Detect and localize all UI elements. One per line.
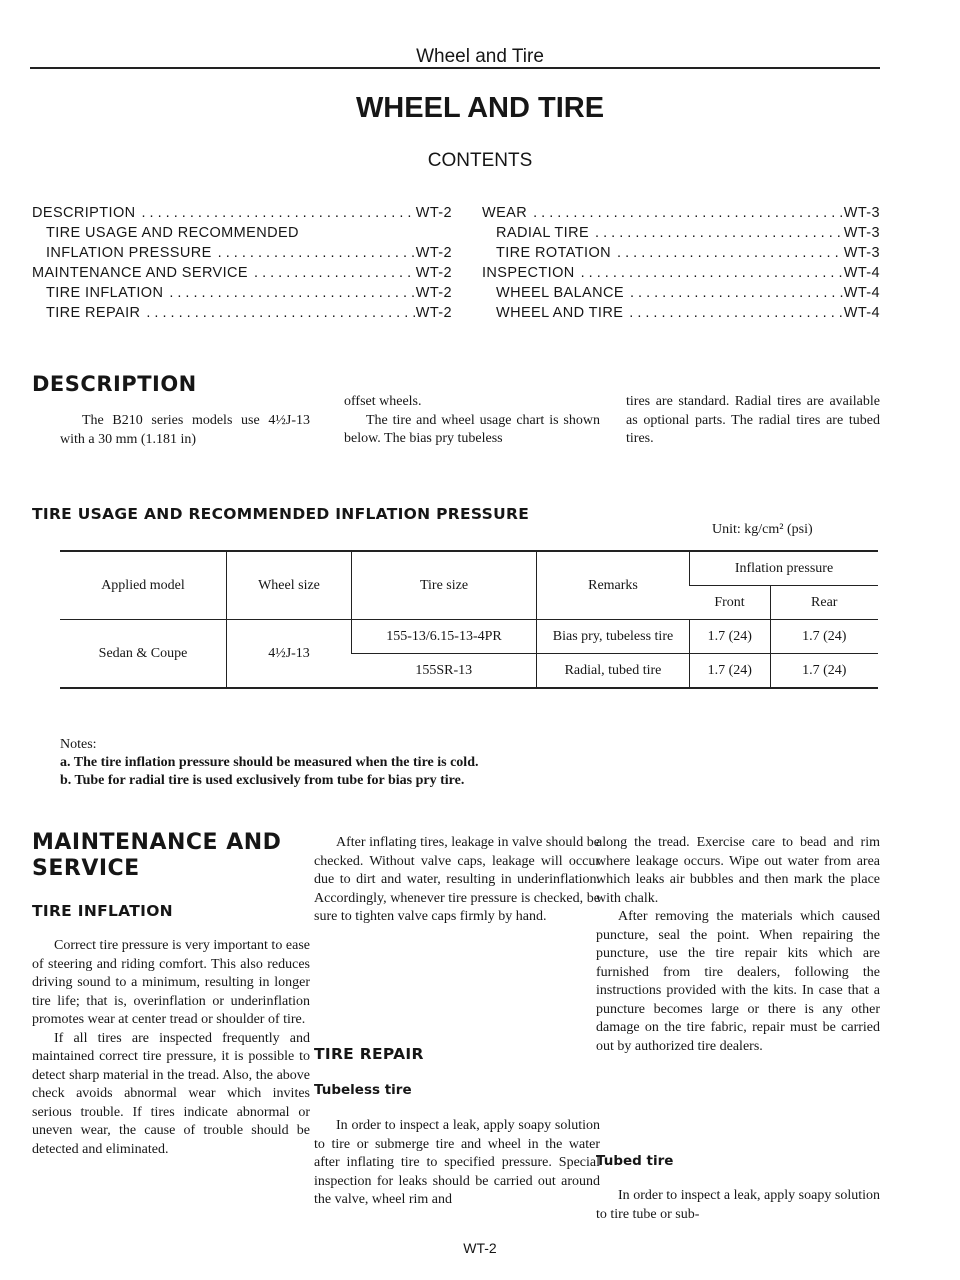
cell-wheel-size: 4½J-13: [227, 620, 352, 689]
table-row: [60, 620, 878, 654]
description-col2: offset wheels. The tire and wheel usage chart is shown below. The bias pry tubeless: [344, 394, 600, 446]
note-b: b. Tube for radial tire is used exclusively from tube for bias pry tire.: [60, 773, 465, 788]
note-a: a. The tire inflation pressure should be measured when the tire is cold.: [60, 755, 479, 770]
tire-repair-heading: TIRE REPAIR: [314, 1045, 424, 1063]
cell-tire-size: 155SR-13: [352, 654, 537, 689]
toc-entry[interactable]: INSPECTION . . . WT-4: [482, 263, 880, 283]
cell-front: 1.7 (24): [690, 654, 771, 689]
toc-entry[interactable]: MAINTENANCE AND SERVICE . . . WT-2: [32, 263, 452, 283]
running-header: Wheel and Tire: [416, 46, 544, 67]
header-rule: [30, 67, 880, 69]
cell-rear: 1.7 (24): [770, 620, 878, 654]
tubed-tire-text: In order to inspect a leak, apply soapy solution to tire tube or sub-: [596, 1188, 880, 1222]
toc-entry[interactable]: TIRE INFLATION . . . WT-2: [46, 283, 452, 303]
col-header-rear: Rear: [770, 586, 878, 620]
unit-label: Unit: kg/cm² (psi): [712, 522, 813, 537]
toc-entry[interactable]: RADIAL TIRE . . . WT-3: [496, 223, 880, 243]
toc-entry[interactable]: WHEEL AND TIRE . . . WT-4: [496, 303, 880, 323]
page-number: WT-2: [463, 1240, 497, 1256]
toc-entry[interactable]: TIRE USAGE AND RECOMMENDED: [46, 225, 299, 241]
usage-table-heading: TIRE USAGE AND RECOMMENDED INFLATION PRESSURE: [32, 505, 530, 523]
notes-title: Notes:: [60, 737, 97, 752]
cell-front: 1.7 (24): [690, 620, 771, 654]
col-header-front: Front: [690, 586, 771, 620]
tire-inflation-body: Correct tire pressure is very important to ease of steering and riding comfort. This also reduces driving sound to a minimum, resulting in longer tire life; that is, overinflation or underinflation promotes wear at center tread or shoulder of tire. If all tires are inspected frequently and maintained correct tire pressure, it is possible to detect sharp material in the tread. Also, the above check avoids abnormal wear which invites serious trouble. If tires indicate abnormal or uneven wear, the cause of trouble should be detected and eliminated.: [32, 938, 310, 1157]
toc-entry[interactable]: TIRE ROTATION . . . WT-3: [496, 243, 880, 263]
description-col1: The B210 series models use 4½J-13 with a 30 mm (1.181 in): [60, 413, 310, 447]
col-header-tire-size: Tire size: [352, 551, 537, 620]
toc-entry[interactable]: INFLATION PRESSURE . . . WT-2: [46, 243, 452, 263]
contents-heading: CONTENTS: [427, 150, 533, 171]
cell-applied-model: Sedan & Coupe: [60, 620, 227, 689]
toc-entry[interactable]: DESCRIPTION . . . WT-2: [32, 203, 452, 223]
col-header-inflation-pressure: Inflation pressure: [690, 551, 879, 586]
maintenance-heading: MAINTENANCE AND SERVICE: [32, 830, 282, 881]
notes: [60, 736, 478, 790]
description-col3: tires are standard. Radial tires are available as optional parts. The radial tires are tubed tires.: [626, 394, 880, 446]
col3-text: along the tread. Exercise care to bead and rim where leakage occurs. Wipe out water from area which leaks air bubbles and then mark the place with chalk. After removing the materials which caused puncture, seal the point. When repairing the puncture, use the tire repair kits which are furnished from tire dealers, following the instructions provided with the kits. In case that a puncture becomes large or there is any other damage on the tire fabric, repair must be carried out by authorized tire dealers.: [596, 835, 880, 1054]
tubeless-tire-heading: Tubeless tire: [314, 1082, 412, 1098]
cell-remarks: Radial, tubed tire: [537, 654, 690, 689]
tubed-tire-heading: Tubed tire: [596, 1153, 674, 1169]
toc-entry[interactable]: TIRE REPAIR . . . WT-2: [46, 303, 452, 323]
cell-rear: 1.7 (24): [770, 654, 878, 689]
tubeless-tire-text: In order to inspect a leak, apply soapy solution to tire or submerge tire and wheel in the water after inflating tire to specified pressure. Special inspection for leaks should be carried out around the valve, wheel rim and: [314, 1118, 600, 1207]
description-heading: DESCRIPTION: [32, 372, 197, 396]
col-header-applied-model: Applied model: [60, 551, 227, 620]
col-header-wheel-size: Wheel size: [227, 551, 352, 620]
toc-entry[interactable]: WEAR . . . WT-3: [482, 203, 880, 223]
valve-check-text: After inflating tires, leakage in valve should be checked. Without valve caps, leakage will occur due to dirt and water, resulting in underinflation. Accordingly, whenever tire pressure is checked, be sure to tighten valve caps firmly by hand.: [314, 835, 600, 924]
toc-entry[interactable]: WHEEL BALANCE . . . WT-4: [496, 283, 880, 303]
cell-tire-size: 155-13/6.15-13-4PR: [352, 620, 537, 654]
cell-remarks: Bias pry, tubeless tire: [537, 620, 690, 654]
page-title: WHEEL AND TIRE: [355, 92, 605, 124]
tire-usage-table: [60, 550, 878, 689]
tire-inflation-heading: TIRE INFLATION: [32, 902, 173, 920]
col-header-remarks: Remarks: [537, 551, 690, 620]
